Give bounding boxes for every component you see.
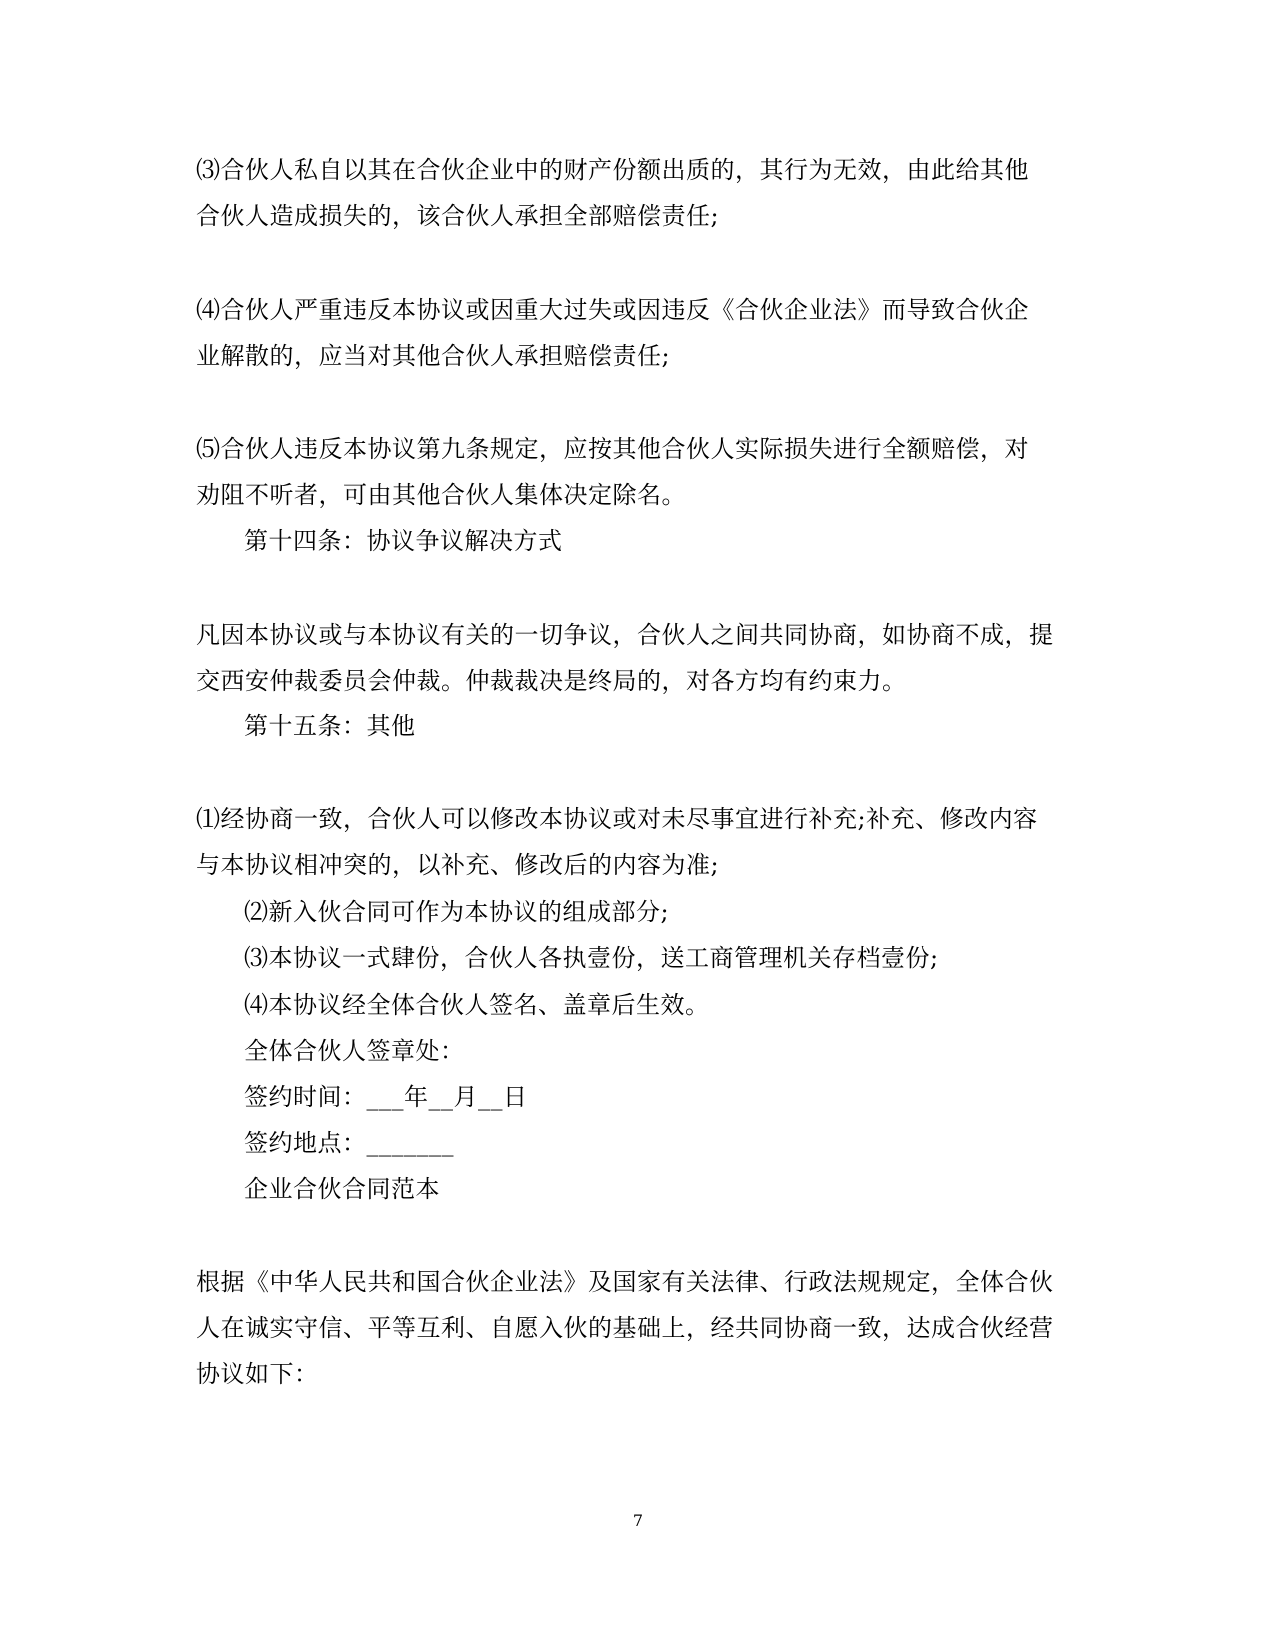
other-clause-1-line-1: ⑴经协商一致，合伙人可以修改本协议或对未尽事宜进行补充;补充、修改内容 [196, 805, 1038, 833]
page-number: 7 [632, 1511, 644, 1530]
preamble-line-3: 协议如下： [196, 1360, 319, 1388]
dispute-line-1: 凡因本协议或与本协议有关的一切争议，合伙人之间共同协商，如协商不成，提 [196, 621, 1054, 649]
clause-4-line-1: ⑷合伙人严重违反本协议或因重大过失或因违反《合伙企业法》而导致合伙企 [196, 296, 1029, 324]
other-clause-4: ⑷本协议经全体合伙人签名、盖章后生效。 [244, 991, 710, 1019]
clause-3-line-2: 合伙人造成损失的，该合伙人承担全部赔偿责任; [196, 202, 720, 230]
clause-4-line-2: 业解散的，应当对其他合伙人承担赔偿责任; [196, 342, 671, 370]
other-clause-2: ⑵新入伙合同可作为本协议的组成部分; [244, 898, 670, 926]
other-clause-1-line-2: 与本协议相冲突的，以补充、修改后的内容为准; [196, 851, 720, 879]
other-clause-3: ⑶本协议一式肆份，合伙人各执壹份，送工商管理机关存档壹份; [244, 944, 939, 972]
signature-section-label: 全体合伙人签章处： [244, 1037, 465, 1065]
article-15-heading: 第十五条：其他 [244, 712, 416, 740]
clause-3-line-1: ⑶合伙人私自以其在合伙企业中的财产份额出质的，其行为无效，由此给其他 [196, 156, 1029, 184]
clause-5-line-1: ⑸合伙人违反本协议第九条规定，应按其他合伙人实际损失进行全额赔偿，对 [196, 435, 1029, 463]
article-14-heading: 第十四条：协议争议解决方式 [244, 527, 563, 555]
clause-5-line-2: 劝阻不听者，可由其他合伙人集体决定除名。 [196, 481, 686, 509]
signing-place-line: 签约地点：_______ [244, 1129, 454, 1157]
preamble-line-1: 根据《中华人民共和国合伙企业法》及国家有关法律、行政法规规定，全体合伙 [196, 1268, 1054, 1296]
preamble-line-2: 人在诚实守信、平等互利、自愿入伙的基础上，经共同协商一致，达成合伙经营 [196, 1314, 1054, 1342]
template-title: 企业合伙合同范本 [244, 1175, 440, 1203]
dispute-line-2: 交西安仲裁委员会仲裁。仲裁裁决是终局的，对各方均有约束力。 [196, 667, 907, 695]
signing-date-line: 签约时间：___年__月__日 [244, 1083, 528, 1111]
